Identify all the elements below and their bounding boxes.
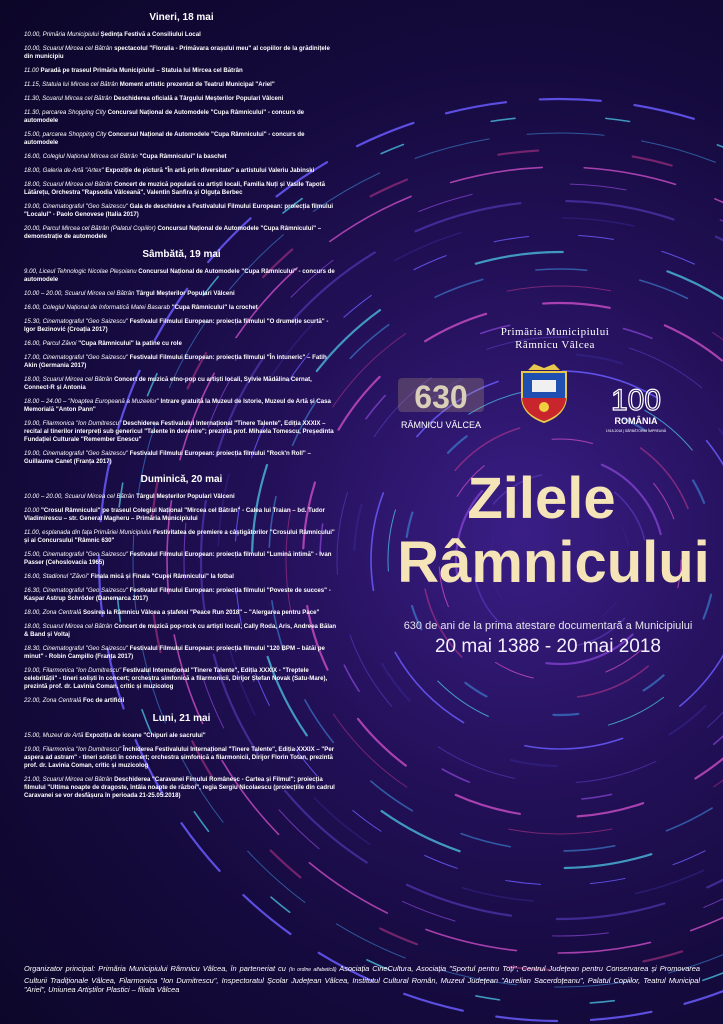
event-time-place: 11.30, parcarea Shopping City	[24, 109, 108, 116]
event-item	[24, 95, 339, 103]
event-description: Concursul Național de Automodele "Cupa Râmnicului" - concurs de automodele	[24, 131, 305, 146]
footer-partnership: , în parteneriat cu	[225, 964, 289, 973]
event-item	[24, 354, 339, 370]
event-description: Expoziția de icoane "Chipuri ale sacrului"	[85, 732, 206, 739]
event-time-place: 9.00, Liceul Tehnologic Nicolae Pleșoianu	[24, 268, 139, 275]
event-time-place: 19.00, Cinematograful "Geo Saizescu"	[24, 450, 130, 457]
centenary-country: ROMÂNIA	[614, 416, 658, 426]
event-description: Expoziție de pictură "În artă prin diversitate" a artistului Valeriu Jabinski	[105, 167, 315, 174]
event-description: Festivitatea de premiere a câștigătorilor "Crosului Râmnicului" și ai Concursului "Râmnic 630"	[24, 529, 335, 544]
subtitle: 630 de ani de la prima atestare documentară a Municipiului	[403, 620, 693, 632]
logo-630-city: RÂMNICU VÂLCEA	[400, 420, 482, 430]
event-item	[24, 181, 339, 197]
event-item	[24, 398, 339, 414]
event-time-place: 10.00 – 20.00, Scuarul Mircea cel Bătrân	[24, 493, 137, 500]
event-item	[24, 645, 339, 661]
footer-partners: Asociația CineCultura, Asociația "Sportul pentru Toți", Centrul Județean pentru Conservarea și Promovarea Culturii Tradiționale Vâlcea, Filarmonica "Ion Dumitrescu", Inspectoratul Școlar Județean Vâlcea, Institutul Cultural Român, Muzeul Județean "Aurelian Sacerdoțeanu", Palatul Copiilor, Teatrul Municipal "Ariel", Uniunea Artiștilor Plastici – filiala Vâlcea	[24, 964, 700, 995]
event-description: Festivalul Filmului European: proiecția filmului "În intuneric" – Fatih Akin (Germania 2017)	[24, 354, 327, 369]
event-description: Moment artistic prezentat de Teatrul Municipal "Ariel"	[119, 81, 275, 88]
event-description: Paradă pe traseul Primăria Municipiului – Statuia lui Mircea cel Bătrân	[40, 67, 243, 74]
event-item	[24, 67, 339, 75]
event-description: "Cupa Râmnicului" la baschet	[139, 153, 227, 160]
event-time-place: 15.30, Cinematograful "Geo Saizescu"	[24, 318, 130, 325]
event-time-place: 10.00, Scuarul Mircea cel Bătrân	[24, 45, 115, 52]
event-description: Festivalul Filmului European: proiecția filmului "Rock'n Roll" – Guillaume Canet (Franța 2017)	[24, 450, 311, 465]
event-time-place: 18.00 – 24.00 – "Noaptea Europeană a Muzeelor"	[24, 398, 161, 405]
event-description: Festivalul Internațional "Tinere Talente", Ediția XXXIX - "Treptele celebrității" - tineri soliști în concert; orchestra simfonică a filarmonicii, Dirijor Ștefan Novak (Satu-Mare), prezintă prof. dr. Lavinia Coman, critic și muzicolog	[24, 667, 328, 690]
event-time-place: 16.00, Colegiul Național de Informatică Matei Basarab	[24, 304, 172, 311]
event-time-place: 18.00, Scuarul Mircea cel Bătrân	[24, 623, 115, 630]
event-item	[24, 290, 339, 298]
event-item	[24, 268, 339, 284]
event-item	[24, 318, 339, 334]
event-description: Târgul Meșterilor Populari Vâlceni	[136, 493, 235, 500]
event-item	[24, 376, 339, 392]
title-panel	[360, 0, 723, 960]
event-item	[24, 45, 339, 61]
event-description: Festivalul Filmului European: proiecția filmului "120 BPM – bătăi pe minut" - Robin Campillo (Franța 2017)	[24, 645, 325, 660]
event-description: Foc de artificii	[82, 697, 125, 704]
event-item	[24, 493, 339, 501]
event-item	[24, 667, 339, 691]
event-time-place: 20.00, Parcul Mircea cel Bătrân (Palatul Copiilor)	[24, 225, 158, 232]
event-item	[24, 573, 339, 581]
event-time-place: 11.00	[24, 67, 41, 74]
event-item	[24, 31, 339, 39]
event-description: Concert de muzică populară cu artiști locali, Familia Nuți și Vasile Tapotă Lătărețu, Orchestra "Rapsodia Vâlceană", Valentin Sanfira și Olguța Berbec	[24, 181, 325, 196]
event-description: Deschiderea Festivalului Internațional "Tinere Talente", Ediția XXXIX – recital al tinerilor interpreți sub genericul "Talente în devenire"; prezintă prof. Mihaela Tomescu, Președinta Fundației Culturale "Remember Enescu"	[24, 420, 334, 443]
event-item	[24, 609, 339, 617]
organizer-name	[460, 326, 650, 352]
event-description: Sosirea la Râmnicu Vâlcea a ștafetei "Peace Run 2018" – "Alergarea pentru Pace"	[82, 609, 320, 616]
page-title	[360, 468, 723, 596]
event-time-place: 11.15, Statuia lui Mircea cel Bătrân	[24, 81, 120, 88]
event-time-place: 16.30, Cinematograful "Geo Saizescu"	[24, 587, 130, 594]
event-description: spectacolul "Floralia - Primăvara orașului meu" al copiilor de la grădinițele din municipiu	[24, 45, 330, 60]
title-line-2: Râmnicului	[397, 530, 710, 595]
event-item	[24, 153, 339, 161]
day-section	[24, 12, 339, 241]
date-range: 20 mai 1388 - 20 mai 2018	[434, 636, 662, 657]
event-description: Concursul Național de Automodele "Cupa Râmnicului" - concurs de automodele	[24, 268, 335, 283]
day-title: Vineri, 18 mai	[149, 12, 214, 23]
event-time-place: 15.00, Cinematograful "Geo Saizescu"	[24, 551, 130, 558]
event-item	[24, 225, 339, 241]
event-time-place: 11.30, Scuarul Mircea cel Bătrân	[24, 95, 114, 102]
event-description: Gala de deschidere a Festivalului Filmului European: proiecția filmului "Localul" - Paolo Genovese (Italia 2017)	[24, 203, 334, 218]
event-item	[24, 529, 339, 545]
event-item	[24, 697, 339, 705]
day-section	[24, 713, 339, 800]
event-time-place: 18.00, Galeria de Artă "Artex"	[24, 167, 106, 174]
city-630-logo	[396, 374, 486, 434]
event-schedule	[24, 10, 339, 808]
event-item	[24, 304, 339, 312]
event-time-place: 19.00, Filarmonica "Ion Dumitrescu"	[24, 420, 123, 427]
event-description: Finala mică și Finala "Cupei Râmnicului" la fotbal	[90, 573, 234, 580]
event-time-place: 10.00	[24, 507, 41, 514]
event-description: Deschiderea "Caravanei Fimului Românesc - Cartea și Filmul"; proiecția filmului "Ultima noapte de dragoste, întâia noapte de război", regia Sergiu Nicolaescu (proiecțiile din cadrul Caravanei se vor desfășura în perioada 21-25.05.2018)	[24, 776, 335, 799]
centenary-number: 100	[610, 384, 662, 417]
event-item	[24, 167, 339, 175]
event-time-place: 18.00, Scuarul Mircea cel Bătrân	[24, 181, 115, 188]
event-time-place: 11.00, esplanada din fața Primăriei Municipiului	[24, 529, 153, 536]
event-time-place: 10.00, Primăria Municipiului	[24, 31, 101, 38]
event-time-place: 19.00, Filarmonica "Ion Dumitrescu"	[24, 667, 123, 674]
event-time-place: 15.00, Muzeul de Artă	[24, 732, 86, 739]
event-description: Festivalul Filmului European: proiecția filmului "O drumeție scurtă" - Igor Bezinović (Croația 2017)	[24, 318, 329, 333]
event-description: Concursul Național de Automodele "Cupa Râmnicului" – demonstrație de automodele	[24, 225, 322, 240]
event-time-place: 21.00, Scuarul Mircea cel Bătrân	[24, 776, 115, 783]
event-description: Concursul Național de Automodele "Cupa Râmnicului" - concurs de automodele	[24, 109, 305, 124]
event-item	[24, 109, 339, 125]
event-time-place: 10.00 – 20.00, Scuarul Mircea cel Bătrân	[24, 290, 137, 297]
organizers-footer	[24, 964, 700, 995]
event-time-place: 16.00, Colegiul Național Mircea cel Bătrân	[24, 153, 140, 160]
event-description: "Cupa Râmnicului" la patine cu role	[78, 340, 182, 347]
event-item	[24, 420, 339, 444]
event-time-place: 19.00, Cinematograful "Geo Saizescu"	[24, 203, 130, 210]
event-description: Închiderea Festivalului Internațional "Tinere Talente", Ediția XXXIX – "Per aspera ad astram" - tineri soliști în concert; orchestra simfonică a filarmonicii, Dirijor Florin Totan, prezintă prof. dr. Lavinia Coman, critic și muzicolog	[24, 746, 335, 769]
event-item	[24, 81, 339, 89]
organizer-line-2: Râmnicu Vâlcea	[515, 339, 595, 351]
event-time-place: 22.00, Zona Centrală	[24, 697, 83, 704]
event-item	[24, 776, 339, 800]
event-time-place: 19.00, Filarmonica "Ion Dumitrescu"	[24, 746, 123, 753]
event-item	[24, 623, 339, 639]
event-description: Festivalul Filmului European: proiecția filmului "Lumină intimă" - Ivan Passer (Cehoslovacia 1965)	[24, 551, 332, 566]
event-item	[24, 587, 339, 603]
event-item	[24, 203, 339, 219]
event-item	[24, 450, 339, 466]
event-description: Ședința Festivă a Consiliului Local	[100, 31, 201, 38]
day-section	[24, 474, 339, 705]
footer-main-organizer: Primăria Municipiului Râmnicu Vâlcea	[98, 964, 226, 973]
event-description: Târgul Meșterilor Populari Vâlceni	[136, 290, 235, 297]
title-line-1: Zilele	[467, 466, 616, 531]
city-coat-of-arms-icon	[518, 362, 570, 424]
logo-630-number: 630	[414, 379, 468, 415]
event-time-place: 16.00, Parcul Zăvoi	[24, 340, 79, 347]
organizer-line-1: Primăria Municipiului	[500, 326, 610, 338]
event-description: Deschiderea oficială a Târgului Meșterilor Populari Vâlceni	[113, 95, 284, 102]
event-time-place: 18.00, Zona Centrală	[24, 609, 83, 616]
day-title: Luni, 21 mai	[152, 713, 211, 724]
event-description: Concert de muzică etno-pop cu artiști locali, Sylvie Mădălina Cernat, Connect-R și Antonia	[24, 376, 312, 391]
footer-label: Organizator principal:	[24, 964, 99, 973]
day-section	[24, 249, 339, 466]
event-description: "Cupa Râmnicului" la crochet	[171, 304, 258, 311]
day-title: Sâmbătă, 19 mai	[142, 249, 221, 260]
event-item	[24, 746, 339, 770]
event-item	[24, 340, 339, 348]
event-description: "Crosul Râmnicului" pe traseul Colegiul Național "Mircea cel Bătrân" - Calea lui Traian – bd. Tudor Vladimirescu – str. General Magheru – Primăria Municipiului	[24, 507, 325, 522]
footer-order-note: (în ordine alfabetică)	[288, 967, 337, 973]
event-description: Festivalul Filmului European: proiecția filmului "Poveste de succes" - Kaspar Astrup Schröder (Danemarca 2017)	[24, 587, 331, 602]
day-title: Duminică, 20 mai	[140, 474, 223, 485]
romania-centenary-logo	[596, 380, 676, 434]
event-time-place: 18.30, Cinematograful "Geo Saizescu"	[24, 645, 130, 652]
event-description: Intrare gratuită la Muzeul de Istorie, Muzeul de Artă și Casa Memorială "Anton Pann"	[24, 398, 331, 413]
event-time-place: 16.00, Stadionul "Zăvoi"	[24, 573, 91, 580]
event-item	[24, 507, 339, 523]
event-time-place: 15.00, parcarea Shopping City	[24, 131, 109, 138]
event-item	[24, 131, 339, 147]
centenary-caption: 1918-2018 | SĂRBĂTORIM ÎMPREUNĂ	[605, 429, 667, 433]
event-item	[24, 551, 339, 567]
event-time-place: 17.00, Cinematograful "Geo Saizescu"	[24, 354, 130, 361]
event-time-place: 18.00, Scuarul Mircea cel Bătrân	[24, 376, 115, 383]
event-item	[24, 732, 339, 740]
event-description: Concert de muzică pop-rock cu artiști locali, Cally Roda, Aris, Andreea Bălan & Band și Voltaj	[24, 623, 337, 638]
